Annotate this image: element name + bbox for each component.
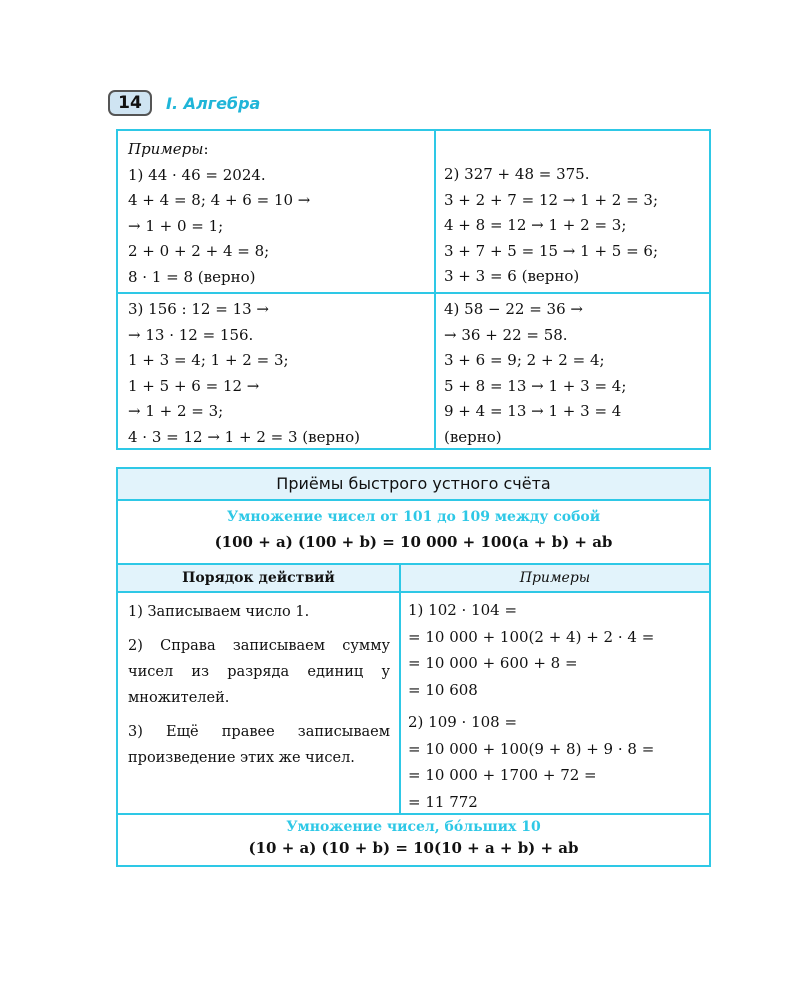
example-line: 2) 327 + 48 = 375. [444,165,590,183]
section-title: I. Алгебра [166,93,261,113]
examples-divider-horizontal [118,292,709,294]
example-line: → 1 + 2 = 3; [128,402,224,420]
example-line: (верно) [444,427,502,446]
example-line: 2 + 0 + 2 + 4 = 8; [128,242,270,260]
example-line: 3 + 3 = 6 (верно) [444,267,580,285]
example-line: 4) 58 − 22 = 36 → [444,300,583,318]
example-line: 3) 156 : 12 = 13 → [128,300,269,318]
example-line: = 10 000 + 600 + 8 = [408,654,578,672]
examples-table [116,129,711,450]
steps-list [128,599,390,779]
page-header [108,90,260,116]
quick-examples [408,597,654,815]
quick-divider-vertical [399,565,401,813]
example-line: 4 + 8 = 12 → 1 + 2 = 3; [444,216,627,234]
example-line: = 10 608 [408,680,478,699]
examples-label: Примеры: [128,140,209,158]
example-line: 1 + 5 + 6 = 12 → [128,376,260,395]
section-greater-10-title: Умножение чисел, бóльших 10 [286,819,541,835]
example-line: 9 + 4 = 13 → 1 + 3 = 4 [444,402,622,420]
step-item: 1) Записываем число 1. [128,604,310,620]
section-greater-10-formula: (10 + a) (10 + b) = 10(10 + a + b) + ab [248,839,579,857]
example-line: 1) 44 · 46 = 2024. [128,165,266,184]
section-101-109-formula: (100 + a) (100 + b) = 10 000 + 100(a + b) + ab [214,533,613,551]
example-cell-2 [444,162,658,290]
example-line: = 10 000 + 100(9 + 8) + 9 · 8 = [408,739,655,758]
example-line: = 10 000 + 100(2 + 4) + 2 · 4 = [408,627,655,646]
example-cell-3 [128,297,360,450]
examples-divider-vertical [434,131,436,448]
example-line: 8 · 1 = 8 (верно) [128,267,256,286]
example-line: 3 + 6 = 9; 2 + 2 = 4; [444,351,605,369]
example-line: 5 + 8 = 13 → 1 + 3 = 4; [444,376,627,395]
example-line: 4 · 3 = 12 → 1 + 2 = 3 (верно) [128,427,360,446]
example-cell-1 [128,137,310,290]
example-cell-4 [444,297,626,450]
example-line: 2) 109 · 108 = [408,713,518,731]
section-101-109 [118,501,709,565]
example-line: 3 + 2 + 7 = 12 → 1 + 2 = 3; [444,190,659,209]
quick-calc-title: Приёмы быстрого устного счёта [118,469,709,501]
example-line: 3 + 7 + 5 = 15 → 1 + 5 = 6; [444,241,659,260]
section-greater-10 [118,813,709,865]
quick-calc-table [116,467,711,867]
example-line: → 13 · 12 = 156. [128,325,254,344]
example-line: 1 + 3 = 4; 1 + 2 = 3; [128,351,289,369]
column-headers [118,565,709,593]
example-line: 1) 102 · 104 = [408,601,518,619]
section-101-109-title: Умножение чисел от 101 до 109 между собой [226,509,601,525]
step-item: 2) Справа записываем сумму чисел из разряда единиц у множителей. [128,638,390,706]
example-line: → 36 + 22 = 58. [444,325,568,344]
example-line: = 10 000 + 1700 + 72 = [408,766,597,784]
example-line: 4 + 4 = 8; 4 + 6 = 10 → [128,191,311,209]
step-item: 3) Ещё правее записываем произведение этих же чисел. [128,724,390,766]
example-line: → 1 + 0 = 1; [128,216,224,235]
column-header-examples: Примеры [519,570,591,586]
page-number: 14 [108,90,152,116]
example-line: = 11 772 [408,792,478,811]
column-header-steps: Порядок действий [182,570,335,586]
